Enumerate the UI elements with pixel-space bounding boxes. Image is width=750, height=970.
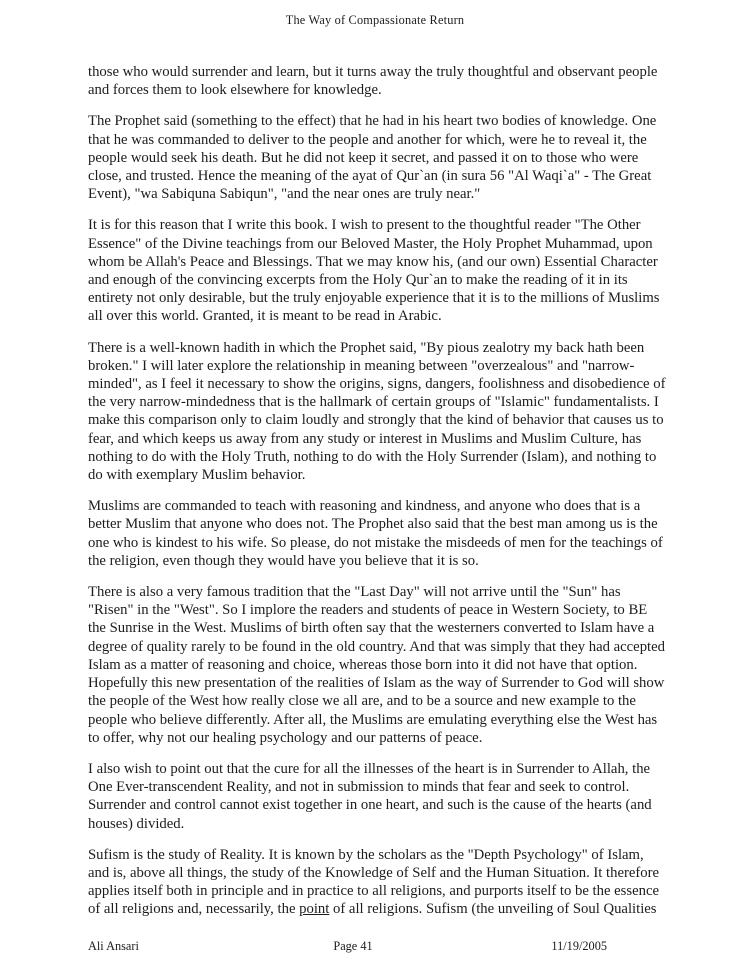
paragraph-5: Muslims are commanded to teach with reasoning and kindness, and anyone who does that is a better Muslim that anyone who does not. The Prophet also said that the best man among us is the one who is kindest to his wife. So please, do not mistake the misdeeds of men for the teachings of the religion, even though they would have you believe that it is so. <box>88 498 663 569</box>
paragraph-4: There is a well-known hadith in which the Prophet said, "By pious zealotry my back hath been broken." I will later explore the relationship in meaning between "overzealous" and "narrow-minded", as I feel it necessary to show the origins, signs, dangers, foolishness and disobedience of the very narrow-mindedness that is the hallmark of certain groups of "Islamic" fundamentalists. I make this comparison only to claim loudly and strongly that the kind of behavior that causes us to fear, and which keeps us away from any study or interest in Muslims and Muslim Culture, has nothing to do with the Holy Truth, nothing to do with the Holy Surrender (Islam), and nothing to do with exemplary Muslim behavior. <box>88 339 666 484</box>
paragraph-6: There is also a very famous tradition that the "Last Day" will not arrive until the "Sun" has "Risen" in the "West". So I implore the readers and students of peace in Western Society, to BE the Sunrise in the West. Muslims of birth often say that the westerners converted to Islam have a degree of quality rarely to be found in the old country. And that was simply that they had accepted Islam as a matter of reasoning and choice, whereas those born into it did not have that option. Hopefully this new presentation of the realities of Islam as the way of Surrender to God will show the people of the West how really close we all are, and to be a source and new example to the people who believe differently. After all, the Muslims are emulating everything else the West has to offer, why not our healing psychology and our patterns of peace. <box>88 584 665 746</box>
page-body <box>88 63 666 919</box>
paragraph-7: I also wish to point out that the cure for all the illnesses of the heart is in Surrender to Allah, the One Ever-transcendent Reality, and not in submission to minds that fear and seek to control. Surrender and control cannot exist together in one heart, and such is the cause of the hearts (and houses) divided. <box>88 760 652 832</box>
footer-page-number: Page 41 <box>333 939 373 953</box>
footer-date: 11/19/2005 <box>551 939 607 953</box>
paragraph-segment-post: of all religions. Sufism (the unveiling of Soul Qualities <box>329 901 657 918</box>
underlined-word: point <box>299 901 330 918</box>
paragraph-8 <box>88 846 666 919</box>
paragraph-3: It is for this reason that I write this book. I wish to present to the thoughtful reader "The Other Essence" of the Divine teachings from our Beloved Master, the Holy Prophet Muhammad, upon whom be Allah's Peace and Blessings. That we may know his, (and our own) Essential Character and enough of the convincing excerpts from the Holy Qur`an to make the reading of it in its entirety not only desirable, but the truly enjoyable experience that it is to the millions of Muslims all over this world. Granted, it is meant to be read in Arabic. <box>88 217 660 325</box>
running-header-title: The Way of Compassionate Return <box>285 13 465 27</box>
footer-author: Ali Ansari <box>88 939 139 953</box>
page-footer <box>0 939 750 959</box>
paragraph-segment-pre: Sufism is the study of Reality. It is known by the scholars as the "Depth Psychology" of Islam, and is, above all things, the study of the Knowledge of Self and the Human Situation. It therefore applies itself both in principle and in practice to all religions, and purports itself to be the essence of all religions and, necessarily, the <box>88 846 660 918</box>
paragraph-1: those who would surrender and learn, but it turns away the truly thoughtful and observant people and forces them to look elsewhere for knowledge. <box>88 64 658 99</box>
paragraph-2: The Prophet said (something to the effect) that he had in his heart two bodies of knowledge. One that he was commanded to deliver to the people and another for which, were he to reveal it, the people would seek his death. But he did not keep it secret, and passed it on to those who were close, and trusted. Hence the meaning of the ayat of Qur`an (in sura 56 "Al Waqi`a" - The Great Event), "wa Sabiquna Sabiqun", "and the near ones are truly near." <box>88 113 657 203</box>
